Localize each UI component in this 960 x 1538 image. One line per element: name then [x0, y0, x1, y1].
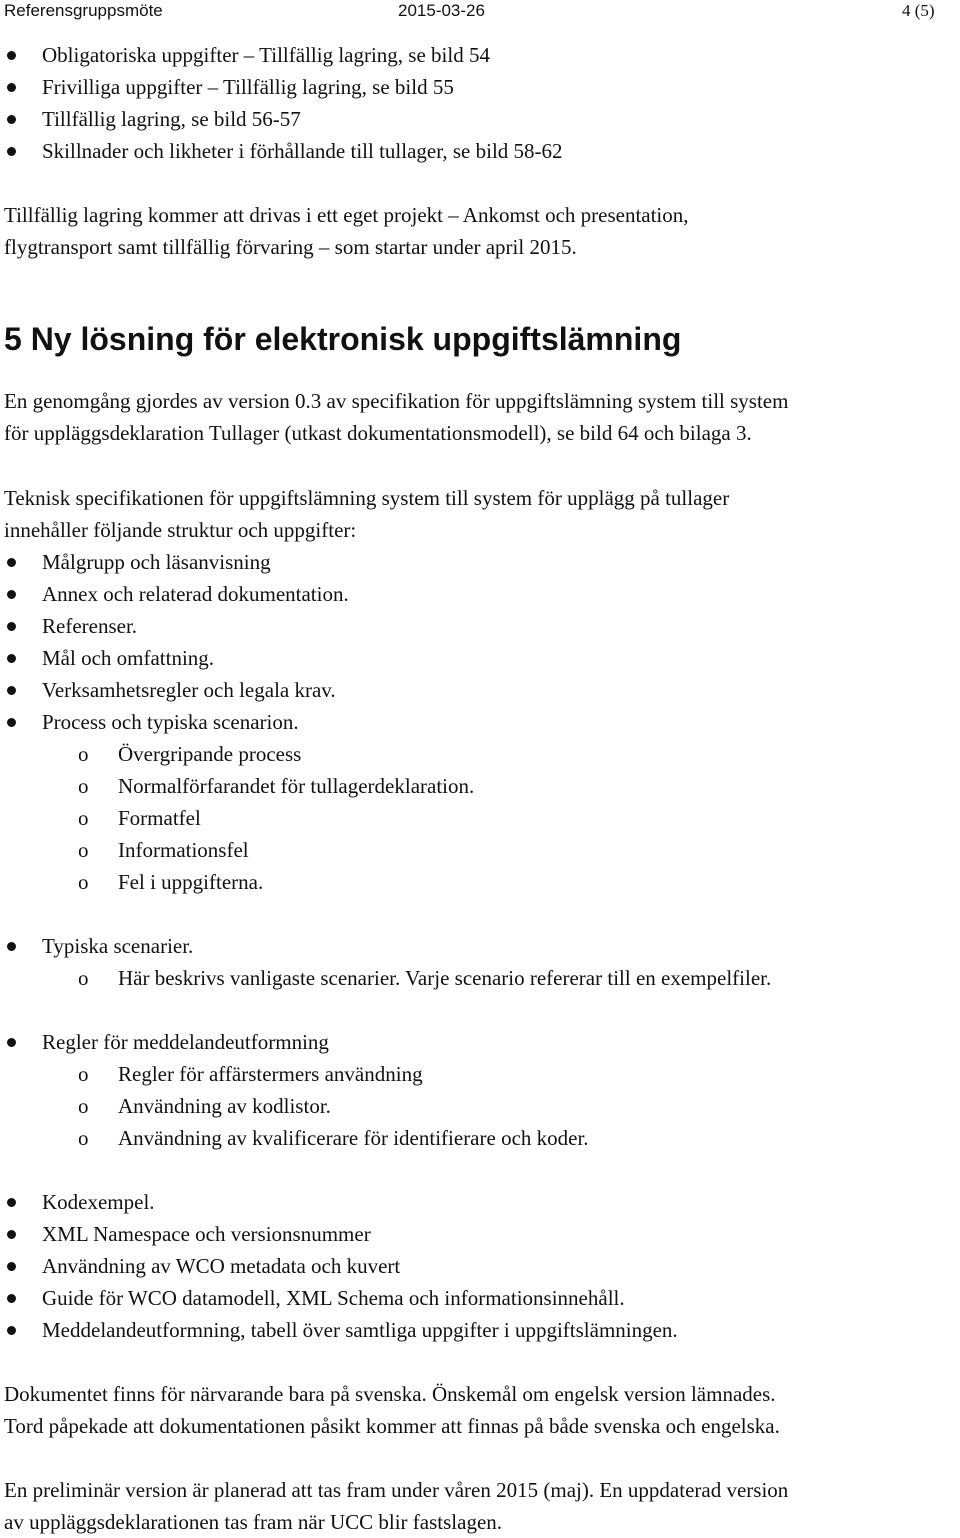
bullet-icon [7, 718, 16, 727]
bullet-icon [7, 942, 16, 951]
sub-bullet-marker: o [78, 774, 89, 798]
paragraph-line: Teknisk specifikationen för uppgiftslämning system till system för upplägg på tullager [4, 486, 730, 510]
sub-bullet-marker: o [78, 1062, 89, 1086]
sub-bullet-marker: o [78, 838, 89, 862]
bullet-icon [7, 51, 16, 60]
sub-bullet-marker: o [78, 870, 89, 894]
paragraph-line: av uppläggsdeklarationen tas fram när UCC blir fastslagen. [4, 1510, 503, 1534]
header-page-number: 4 (5) [902, 1, 935, 20]
paragraph-line: Tord påpekade att dokumentationen påsikt kommer att finnas på både svenska och engelska. [4, 1414, 780, 1438]
bullet-icon [7, 1326, 16, 1335]
bullet-icon [7, 1198, 16, 1207]
sub-bullet-marker: o [78, 742, 89, 766]
bullet-icon [7, 686, 16, 695]
bullet-icon [7, 147, 16, 156]
bullet-icon [7, 558, 16, 567]
paragraph-line: Dokumentet finns för närvarande bara på svenska. Önskemål om engelsk version lämnades. [4, 1382, 776, 1406]
header-doc-title: Referensgruppsmöte [4, 1, 163, 20]
sub-bullet-marker: o [78, 806, 89, 830]
bullet-icon [7, 1294, 16, 1303]
sub-bullet-marker: o [78, 966, 89, 990]
bullet-icon [7, 115, 16, 124]
section-heading: 5 Ny lösning för elektronisk uppgiftslämning [4, 321, 682, 357]
bullet-icon [7, 654, 16, 663]
bullet-icon [7, 622, 16, 631]
bullet-icon [7, 1038, 16, 1047]
paragraph-line: för uppläggsdeklaration Tullager (utkast dokumentationsmodell), se bild 64 och bilaga 3. [4, 421, 752, 445]
bullet-icon [7, 1230, 16, 1239]
paragraph-line: Tillfällig lagring kommer att drivas i ett eget projekt – Ankomst och presentation, [4, 203, 689, 227]
document-page: Referensgruppsmöte 2015-03-26 4 (5) Obligatoriska uppgifter – Tillfällig lagring, se bild 54 Frivilliga uppgifter – Tillfällig lagring, se bild 55 Tillfällig lagring, se bild 56-57 Skillnader och likheter i förhållande till tullager, se bild 58-62 Tillfällig lagring kommer att drivas i ett eget projekt – Ankomst och presentation, flygtransport samt tillfällig förvaring – som startar under april 2015. 5 Ny lösning för elektronisk uppgiftslämning En genomgång gjordes av version 0.3 av specifikation för uppgiftslämning system till system för uppläggsdeklaration Tullager (utkast dokumentationsmodell), se bild 64 och bilaga 3. Teknisk specifikationen för uppgiftslämning system till system för upplägg på tullager innehåller följande struktur och uppgifter: Målgrupp och läsanvisning Annex och relaterad dokumentation. Referenser. Mål och omfattning. Verksamhetsregler och legala krav. Process och typiska scenarion. o Övergripande process o Normalförfarandet för tullagerdeklaration. o Formatfel o Informationsfel o Fel i uppgifterna. Typiska scenarier. o Här beskrivs vanligaste scenarier. Varje scenario refererar till en exempelfiler. Regler för meddelandeutformning o Regler för affärstermers användning o Användning av kodlistor. o Användning av kvalificerare för identifierare och koder. Kodexempel. XML Namespace och versionsnummer Användning av WCO metadata och kuvert Guide för WCO datamodell, XML Schema och informationsinnehåll. Meddelandeutformning, tabell över samtliga uppgifter i uppgiftslämningen. Dokumentet finns för närvarande bara på svenska. Önskemål om engelsk version lämnades. Tord påpekade att dokumentationen påsikt kommer att finnas på både svenska och engelska. En preliminär version är planerad att tas fram under våren 2015 (maj). En uppdaterad version av uppläggsdeklarationen tas fram när UCC blir fastslagen. [4, 1, 935, 1534]
header-date: 2015-03-26 [398, 1, 485, 20]
bullet-icon [7, 1262, 16, 1271]
paragraph-line: En preliminär version är planerad att tas fram under våren 2015 (maj). En uppdaterad version [4, 1478, 789, 1502]
paragraph-line: En genomgång gjordes av version 0.3 av specifikation för uppgiftslämning system till system [4, 389, 789, 413]
sub-bullet-marker: o [78, 1126, 89, 1150]
bullet-icon [7, 83, 16, 92]
paragraph-line: innehåller följande struktur och uppgifter: [4, 518, 357, 542]
sub-bullet-marker: o [78, 1094, 89, 1118]
bullet-icon [7, 590, 16, 599]
paragraph-line: flygtransport samt tillfällig förvaring – som startar under april 2015. [4, 235, 577, 259]
